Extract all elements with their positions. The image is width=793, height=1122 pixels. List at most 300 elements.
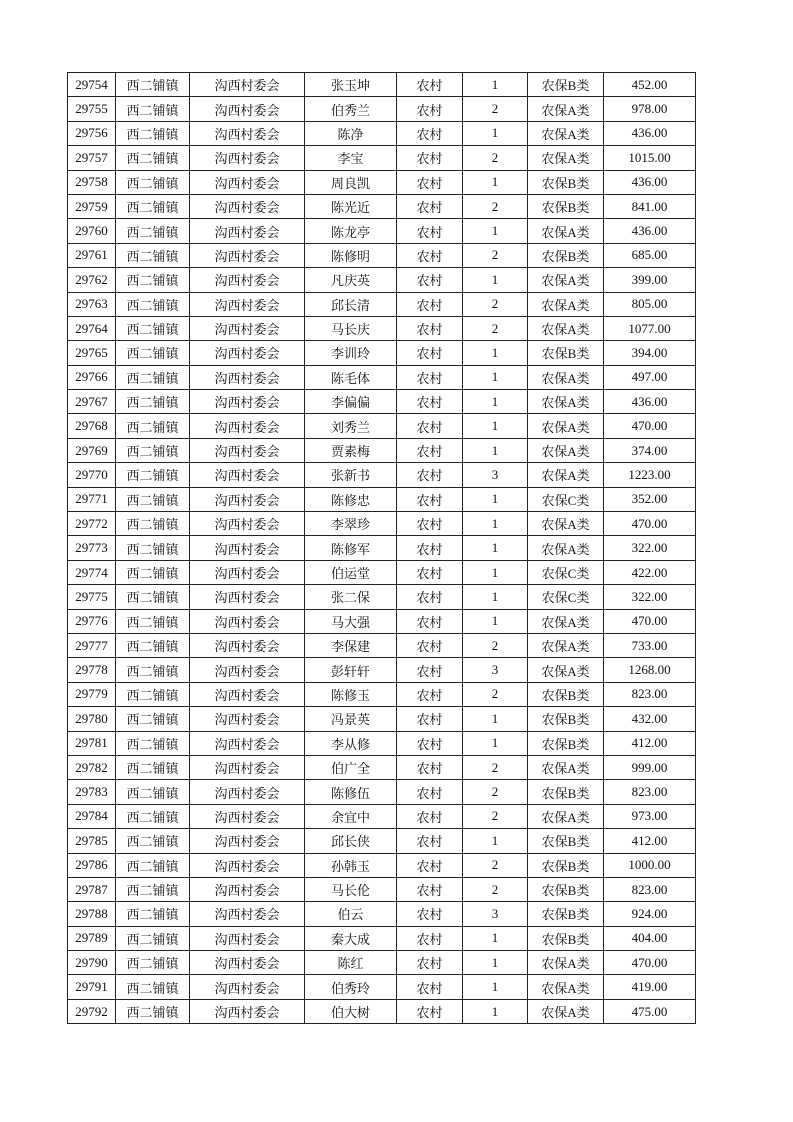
amount-cell: 404.00 — [604, 926, 696, 950]
record-id-cell: 29776 — [68, 609, 116, 633]
person-name-cell: 李宝 — [305, 146, 397, 170]
record-id-cell: 29763 — [68, 292, 116, 316]
table-row — [68, 341, 696, 365]
person-name-cell: 马大强 — [305, 609, 397, 633]
table-row — [68, 658, 696, 682]
household-type-cell: 农村 — [397, 609, 463, 633]
amount-cell: 399.00 — [604, 268, 696, 292]
household-type-cell: 农村 — [397, 633, 463, 657]
amount-cell: 1268.00 — [604, 658, 696, 682]
table-row — [68, 682, 696, 706]
household-type-cell: 农村 — [397, 316, 463, 340]
record-id-cell: 29788 — [68, 902, 116, 926]
town-cell: 西二铺镇 — [116, 414, 190, 438]
town-cell: 西二铺镇 — [116, 609, 190, 633]
table-row — [68, 316, 696, 340]
insurance-category-cell: 农保B类 — [528, 243, 604, 267]
record-id-cell: 29764 — [68, 316, 116, 340]
record-id-cell: 29773 — [68, 536, 116, 560]
amount-cell: 823.00 — [604, 682, 696, 706]
village-committee-cell: 沟西村委会 — [190, 951, 305, 975]
village-committee-cell: 沟西村委会 — [190, 512, 305, 536]
person-name-cell: 陈修伍 — [305, 780, 397, 804]
village-committee-cell: 沟西村委会 — [190, 73, 305, 97]
record-id-cell: 29769 — [68, 438, 116, 462]
village-committee-cell: 沟西村委会 — [190, 390, 305, 414]
amount-cell: 1223.00 — [604, 463, 696, 487]
record-id-cell: 29782 — [68, 755, 116, 779]
amount-cell: 999.00 — [604, 755, 696, 779]
person-name-cell: 陈修军 — [305, 536, 397, 560]
amount-cell: 322.00 — [604, 536, 696, 560]
table-row — [68, 877, 696, 901]
person-name-cell: 马长伦 — [305, 877, 397, 901]
household-type-cell: 农村 — [397, 487, 463, 511]
household-type-cell: 农村 — [397, 804, 463, 828]
town-cell: 西二铺镇 — [116, 682, 190, 706]
town-cell: 西二铺镇 — [116, 438, 190, 462]
record-id-cell: 29789 — [68, 926, 116, 950]
insurance-category-cell: 农保B类 — [528, 707, 604, 731]
table-row — [68, 707, 696, 731]
village-committee-cell: 沟西村委会 — [190, 999, 305, 1023]
record-id-cell: 29791 — [68, 975, 116, 999]
insurance-category-cell: 农保A类 — [528, 390, 604, 414]
amount-cell: 436.00 — [604, 170, 696, 194]
village-committee-cell: 沟西村委会 — [190, 609, 305, 633]
record-id-cell: 29784 — [68, 804, 116, 828]
village-committee-cell: 沟西村委会 — [190, 804, 305, 828]
amount-cell: 394.00 — [604, 341, 696, 365]
family-size-cell: 2 — [463, 633, 528, 657]
record-id-cell: 29770 — [68, 463, 116, 487]
family-size-cell: 2 — [463, 243, 528, 267]
family-size-cell: 1 — [463, 121, 528, 145]
insurance-category-cell: 农保C类 — [528, 487, 604, 511]
table-row — [68, 121, 696, 145]
household-type-cell: 农村 — [397, 829, 463, 853]
table-row — [68, 804, 696, 828]
town-cell: 西二铺镇 — [116, 951, 190, 975]
record-id-cell: 29783 — [68, 780, 116, 804]
household-type-cell: 农村 — [397, 999, 463, 1023]
insurance-category-cell: 农保A类 — [528, 633, 604, 657]
person-name-cell: 周良凯 — [305, 170, 397, 194]
town-cell: 西二铺镇 — [116, 146, 190, 170]
village-committee-cell: 沟西村委会 — [190, 243, 305, 267]
family-size-cell: 2 — [463, 853, 528, 877]
household-type-cell: 农村 — [397, 463, 463, 487]
amount-cell: 412.00 — [604, 731, 696, 755]
village-committee-cell: 沟西村委会 — [190, 414, 305, 438]
village-committee-cell: 沟西村委会 — [190, 97, 305, 121]
family-size-cell: 1 — [463, 487, 528, 511]
family-size-cell: 1 — [463, 926, 528, 950]
record-id-cell: 29772 — [68, 512, 116, 536]
town-cell: 西二铺镇 — [116, 268, 190, 292]
table-row — [68, 999, 696, 1023]
household-type-cell: 农村 — [397, 438, 463, 462]
insurance-category-cell: 农保B类 — [528, 731, 604, 755]
household-type-cell: 农村 — [397, 731, 463, 755]
town-cell: 西二铺镇 — [116, 487, 190, 511]
insurance-category-cell: 农保A类 — [528, 536, 604, 560]
table-row — [68, 609, 696, 633]
amount-cell: 497.00 — [604, 365, 696, 389]
village-committee-cell: 沟西村委会 — [190, 975, 305, 999]
insurance-category-cell: 农保A类 — [528, 146, 604, 170]
table-row — [68, 951, 696, 975]
household-type-cell: 农村 — [397, 146, 463, 170]
person-name-cell: 张新书 — [305, 463, 397, 487]
town-cell: 西二铺镇 — [116, 585, 190, 609]
town-cell: 西二铺镇 — [116, 975, 190, 999]
table-row — [68, 194, 696, 218]
household-type-cell: 农村 — [397, 268, 463, 292]
insurance-category-cell: 农保A类 — [528, 755, 604, 779]
insurance-category-cell: 农保A类 — [528, 97, 604, 121]
record-id-cell: 29792 — [68, 999, 116, 1023]
insurance-category-cell: 农保B类 — [528, 829, 604, 853]
amount-cell: 322.00 — [604, 585, 696, 609]
household-type-cell: 农村 — [397, 658, 463, 682]
amount-cell: 1015.00 — [604, 146, 696, 170]
family-size-cell: 1 — [463, 219, 528, 243]
insurance-category-cell: 农保B类 — [528, 682, 604, 706]
village-committee-cell: 沟西村委会 — [190, 560, 305, 584]
insurance-category-cell: 农保B类 — [528, 853, 604, 877]
family-size-cell: 1 — [463, 268, 528, 292]
village-committee-cell: 沟西村委会 — [190, 633, 305, 657]
town-cell: 西二铺镇 — [116, 755, 190, 779]
record-id-cell: 29762 — [68, 268, 116, 292]
table-row — [68, 97, 696, 121]
village-committee-cell: 沟西村委会 — [190, 731, 305, 755]
family-size-cell: 2 — [463, 97, 528, 121]
person-name-cell: 张玉坤 — [305, 73, 397, 97]
insurance-category-cell: 农保A类 — [528, 438, 604, 462]
town-cell: 西二铺镇 — [116, 73, 190, 97]
household-type-cell: 农村 — [397, 414, 463, 438]
amount-cell: 1000.00 — [604, 853, 696, 877]
record-id-cell: 29757 — [68, 146, 116, 170]
amount-cell: 374.00 — [604, 438, 696, 462]
table-row — [68, 731, 696, 755]
family-size-cell: 2 — [463, 292, 528, 316]
table-row — [68, 512, 696, 536]
table-row — [68, 585, 696, 609]
household-type-cell: 农村 — [397, 926, 463, 950]
person-name-cell: 彭轩轩 — [305, 658, 397, 682]
family-size-cell: 1 — [463, 829, 528, 853]
household-type-cell: 农村 — [397, 341, 463, 365]
household-type-cell: 农村 — [397, 902, 463, 926]
person-name-cell: 陈净 — [305, 121, 397, 145]
family-size-cell: 1 — [463, 560, 528, 584]
amount-cell: 436.00 — [604, 121, 696, 145]
family-size-cell: 3 — [463, 463, 528, 487]
town-cell: 西二铺镇 — [116, 390, 190, 414]
town-cell: 西二铺镇 — [116, 341, 190, 365]
insurance-category-cell: 农保A类 — [528, 658, 604, 682]
family-size-cell: 1 — [463, 707, 528, 731]
insurance-category-cell: 农保A类 — [528, 609, 604, 633]
record-id-cell: 29777 — [68, 633, 116, 657]
table-row — [68, 633, 696, 657]
record-id-cell: 29771 — [68, 487, 116, 511]
record-id-cell: 29760 — [68, 219, 116, 243]
family-size-cell: 2 — [463, 780, 528, 804]
person-name-cell: 李保建 — [305, 633, 397, 657]
town-cell: 西二铺镇 — [116, 780, 190, 804]
town-cell: 西二铺镇 — [116, 365, 190, 389]
family-size-cell: 2 — [463, 755, 528, 779]
village-committee-cell: 沟西村委会 — [190, 292, 305, 316]
table-body — [68, 73, 696, 1024]
record-id-cell: 29786 — [68, 853, 116, 877]
town-cell: 西二铺镇 — [116, 926, 190, 950]
table-row — [68, 414, 696, 438]
family-size-cell: 2 — [463, 877, 528, 901]
village-committee-cell: 沟西村委会 — [190, 341, 305, 365]
amount-cell: 436.00 — [604, 390, 696, 414]
insurance-category-cell: 农保B类 — [528, 170, 604, 194]
person-name-cell: 伯广全 — [305, 755, 397, 779]
person-name-cell: 秦大成 — [305, 926, 397, 950]
table-row — [68, 560, 696, 584]
village-committee-cell: 沟西村委会 — [190, 755, 305, 779]
family-size-cell: 1 — [463, 414, 528, 438]
amount-cell: 978.00 — [604, 97, 696, 121]
family-size-cell: 1 — [463, 536, 528, 560]
insurance-category-cell: 农保B类 — [528, 341, 604, 365]
village-committee-cell: 沟西村委会 — [190, 707, 305, 731]
town-cell: 西二铺镇 — [116, 902, 190, 926]
village-committee-cell: 沟西村委会 — [190, 463, 305, 487]
amount-cell: 422.00 — [604, 560, 696, 584]
town-cell: 西二铺镇 — [116, 243, 190, 267]
person-name-cell: 陈光近 — [305, 194, 397, 218]
insurance-category-cell: 农保A类 — [528, 292, 604, 316]
town-cell: 西二铺镇 — [116, 853, 190, 877]
town-cell: 西二铺镇 — [116, 804, 190, 828]
town-cell: 西二铺镇 — [116, 731, 190, 755]
family-size-cell: 1 — [463, 170, 528, 194]
town-cell: 西二铺镇 — [116, 194, 190, 218]
amount-cell: 924.00 — [604, 902, 696, 926]
village-committee-cell: 沟西村委会 — [190, 877, 305, 901]
village-committee-cell: 沟西村委会 — [190, 146, 305, 170]
insurance-category-cell: 农保A类 — [528, 219, 604, 243]
town-cell: 西二铺镇 — [116, 97, 190, 121]
amount-cell: 823.00 — [604, 780, 696, 804]
person-name-cell: 凡庆英 — [305, 268, 397, 292]
town-cell: 西二铺镇 — [116, 658, 190, 682]
person-name-cell: 伯云 — [305, 902, 397, 926]
record-id-cell: 29754 — [68, 73, 116, 97]
town-cell: 西二铺镇 — [116, 512, 190, 536]
village-committee-cell: 沟西村委会 — [190, 365, 305, 389]
family-size-cell: 2 — [463, 146, 528, 170]
person-name-cell: 冯景英 — [305, 707, 397, 731]
village-committee-cell: 沟西村委会 — [190, 170, 305, 194]
town-cell: 西二铺镇 — [116, 292, 190, 316]
record-id-cell: 29787 — [68, 877, 116, 901]
insurance-category-cell: 农保A类 — [528, 975, 604, 999]
insurance-category-cell: 农保A类 — [528, 268, 604, 292]
person-name-cell: 李从修 — [305, 731, 397, 755]
amount-cell: 973.00 — [604, 804, 696, 828]
table-row — [68, 487, 696, 511]
family-size-cell: 1 — [463, 512, 528, 536]
family-size-cell: 2 — [463, 682, 528, 706]
household-type-cell: 农村 — [397, 755, 463, 779]
amount-cell: 470.00 — [604, 609, 696, 633]
person-name-cell: 张二保 — [305, 585, 397, 609]
village-committee-cell: 沟西村委会 — [190, 902, 305, 926]
family-size-cell: 1 — [463, 341, 528, 365]
village-committee-cell: 沟西村委会 — [190, 194, 305, 218]
village-committee-cell: 沟西村委会 — [190, 853, 305, 877]
household-type-cell: 农村 — [397, 707, 463, 731]
insurance-category-cell: 农保A类 — [528, 463, 604, 487]
amount-cell: 805.00 — [604, 292, 696, 316]
person-name-cell: 邱长侠 — [305, 829, 397, 853]
village-committee-cell: 沟西村委会 — [190, 268, 305, 292]
amount-cell: 352.00 — [604, 487, 696, 511]
amount-cell: 841.00 — [604, 194, 696, 218]
amount-cell: 470.00 — [604, 414, 696, 438]
household-type-cell: 农村 — [397, 97, 463, 121]
record-id-cell: 29756 — [68, 121, 116, 145]
family-size-cell: 1 — [463, 73, 528, 97]
table-row — [68, 390, 696, 414]
record-id-cell: 29780 — [68, 707, 116, 731]
table-row — [68, 268, 696, 292]
table-row — [68, 780, 696, 804]
insurance-category-cell: 农保A类 — [528, 804, 604, 828]
insurance-category-cell: 农保C类 — [528, 585, 604, 609]
family-size-cell: 1 — [463, 951, 528, 975]
person-name-cell: 伯大树 — [305, 999, 397, 1023]
record-id-cell: 29778 — [68, 658, 116, 682]
record-id-cell: 29755 — [68, 97, 116, 121]
record-id-cell: 29790 — [68, 951, 116, 975]
person-name-cell: 邱长清 — [305, 292, 397, 316]
household-type-cell: 农村 — [397, 243, 463, 267]
household-type-cell: 农村 — [397, 219, 463, 243]
record-id-cell: 29775 — [68, 585, 116, 609]
record-id-cell: 29758 — [68, 170, 116, 194]
village-committee-cell: 沟西村委会 — [190, 536, 305, 560]
record-id-cell: 29759 — [68, 194, 116, 218]
family-size-cell: 3 — [463, 658, 528, 682]
village-committee-cell: 沟西村委会 — [190, 658, 305, 682]
table-row — [68, 292, 696, 316]
person-name-cell: 陈龙亭 — [305, 219, 397, 243]
village-committee-cell: 沟西村委会 — [190, 585, 305, 609]
record-id-cell: 29765 — [68, 341, 116, 365]
village-committee-cell: 沟西村委会 — [190, 316, 305, 340]
town-cell: 西二铺镇 — [116, 829, 190, 853]
insurance-category-cell: 农保B类 — [528, 194, 604, 218]
table-row — [68, 73, 696, 97]
village-committee-cell: 沟西村委会 — [190, 121, 305, 145]
household-type-cell: 农村 — [397, 975, 463, 999]
family-size-cell: 1 — [463, 365, 528, 389]
village-committee-cell: 沟西村委会 — [190, 487, 305, 511]
town-cell: 西二铺镇 — [116, 170, 190, 194]
person-name-cell: 陈修明 — [305, 243, 397, 267]
record-id-cell: 29785 — [68, 829, 116, 853]
insurance-category-cell: 农保A类 — [528, 316, 604, 340]
family-size-cell: 1 — [463, 999, 528, 1023]
household-type-cell: 农村 — [397, 194, 463, 218]
amount-cell: 475.00 — [604, 999, 696, 1023]
table-row — [68, 243, 696, 267]
table-row — [68, 853, 696, 877]
record-id-cell: 29779 — [68, 682, 116, 706]
beneficiary-table — [67, 72, 696, 1024]
household-type-cell: 农村 — [397, 365, 463, 389]
household-type-cell: 农村 — [397, 585, 463, 609]
person-name-cell: 李训玲 — [305, 341, 397, 365]
insurance-category-cell: 农保A类 — [528, 999, 604, 1023]
town-cell: 西二铺镇 — [116, 560, 190, 584]
village-committee-cell: 沟西村委会 — [190, 682, 305, 706]
insurance-category-cell: 农保B类 — [528, 926, 604, 950]
amount-cell: 419.00 — [604, 975, 696, 999]
person-name-cell: 伯秀兰 — [305, 97, 397, 121]
insurance-category-cell: 农保A类 — [528, 365, 604, 389]
person-name-cell: 孙韩玉 — [305, 853, 397, 877]
record-id-cell: 29766 — [68, 365, 116, 389]
village-committee-cell: 沟西村委会 — [190, 926, 305, 950]
household-type-cell: 农村 — [397, 390, 463, 414]
record-id-cell: 29761 — [68, 243, 116, 267]
household-type-cell: 农村 — [397, 951, 463, 975]
amount-cell: 685.00 — [604, 243, 696, 267]
household-type-cell: 农村 — [397, 853, 463, 877]
record-id-cell: 29781 — [68, 731, 116, 755]
person-name-cell: 陈修忠 — [305, 487, 397, 511]
person-name-cell: 马长庆 — [305, 316, 397, 340]
insurance-category-cell: 农保A类 — [528, 512, 604, 536]
family-size-cell: 1 — [463, 731, 528, 755]
family-size-cell: 1 — [463, 438, 528, 462]
town-cell: 西二铺镇 — [116, 219, 190, 243]
family-size-cell: 2 — [463, 804, 528, 828]
person-name-cell: 李偏偏 — [305, 390, 397, 414]
family-size-cell: 3 — [463, 902, 528, 926]
insurance-category-cell: 农保B类 — [528, 902, 604, 926]
town-cell: 西二铺镇 — [116, 999, 190, 1023]
person-name-cell: 李翠珍 — [305, 512, 397, 536]
family-size-cell: 2 — [463, 316, 528, 340]
amount-cell: 436.00 — [604, 219, 696, 243]
person-name-cell: 陈修玉 — [305, 682, 397, 706]
table-row — [68, 755, 696, 779]
table-row — [68, 146, 696, 170]
household-type-cell: 农村 — [397, 73, 463, 97]
household-type-cell: 农村 — [397, 682, 463, 706]
family-size-cell: 1 — [463, 585, 528, 609]
amount-cell: 823.00 — [604, 877, 696, 901]
household-type-cell: 农村 — [397, 560, 463, 584]
person-name-cell: 陈毛体 — [305, 365, 397, 389]
record-id-cell: 29774 — [68, 560, 116, 584]
amount-cell: 432.00 — [604, 707, 696, 731]
